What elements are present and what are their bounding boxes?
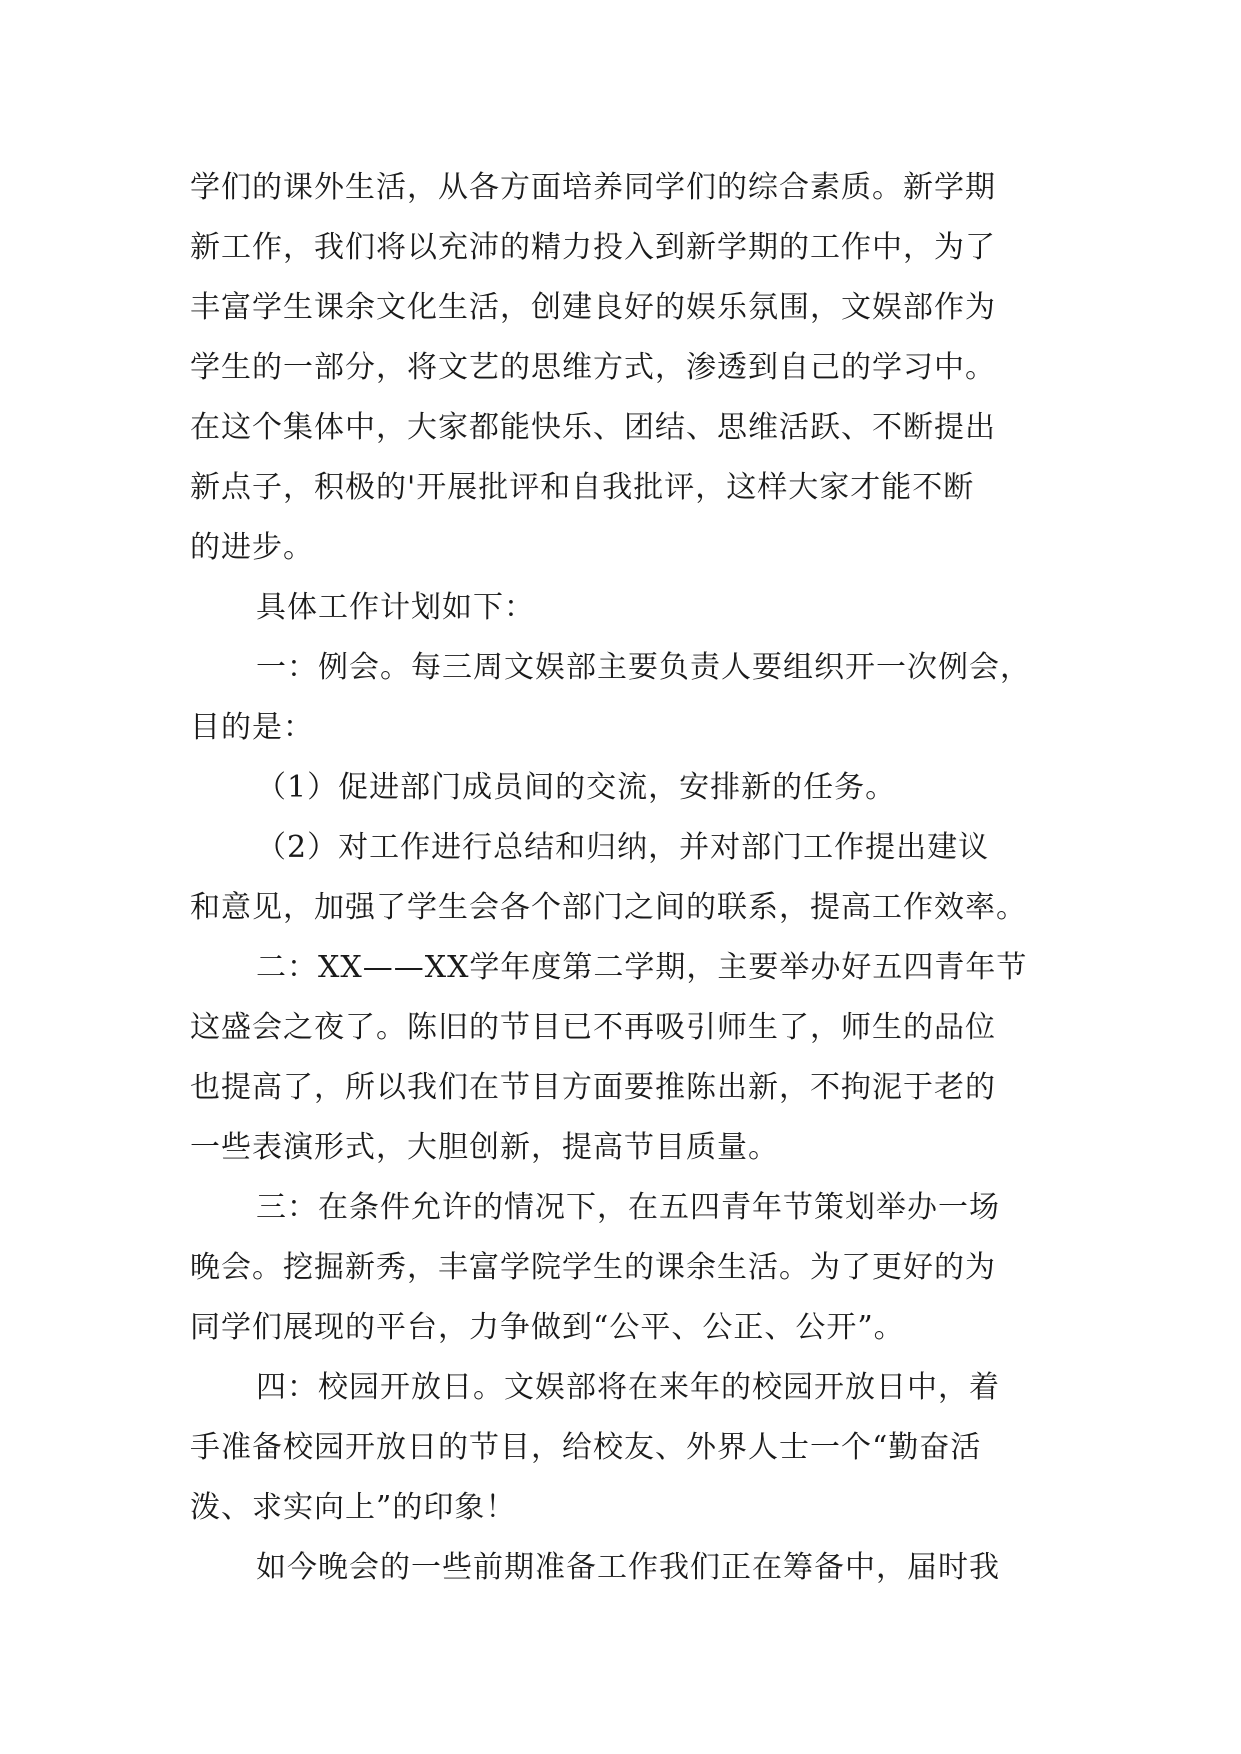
- text-line: 如今晚会的一些前期准备工作我们正在筹备中，届时我: [256, 1550, 1000, 1585]
- text-line: 这盛会之夜了。陈旧的节目已不再吸引师生了，师生的品位: [190, 1010, 996, 1045]
- text-line: 也提高了，所以我们在节目方面要推陈出新，不拘泥于老的: [190, 1070, 996, 1105]
- text-line: 在这个集体中，大家都能快乐、团结、思维活跃、不断提出: [190, 410, 996, 445]
- text-line: 一：例会。每三周文娱部主要负责人要组织开一次例会，: [256, 650, 1031, 685]
- text-line: 晚会。挖掘新秀，丰富学院学生的课余生活。为了更好的为: [190, 1250, 996, 1285]
- text-line: 新工作，我们将以充沛的精力投入到新学期的工作中，为了: [190, 230, 996, 265]
- text-line: 二：XX——XX学年度第二学期，主要举办好五四青年节: [256, 950, 1028, 985]
- text-line: 目的是：: [190, 710, 314, 745]
- text-line: 一些表演形式，大胆创新，提高节目质量。: [190, 1130, 779, 1165]
- text-line: 具体工作计划如下：: [256, 590, 535, 625]
- text-line: （1）促进部门成员间的交流，安排新的任务。: [256, 770, 897, 805]
- text-line: 新点子，积极的'开展批评和自我批评，这样大家才能不断: [190, 470, 975, 505]
- text-line: 学们的课外生活，从各方面培养同学们的综合素质。新学期: [190, 170, 996, 205]
- document-body: [190, 158, 1070, 1598]
- text-line: 和意见，加强了学生会各个部门之间的联系，提高工作效率。: [190, 890, 1027, 925]
- text-line: 四：校园开放日。文娱部将在来年的校园开放日中，着: [256, 1370, 1000, 1405]
- text-line: 同学们展现的平台，力争做到“公平、公正、公开”。: [190, 1310, 905, 1345]
- text-line: 手准备校园开放日的节目，给校友、外界人士一个“勤奋活: [190, 1430, 982, 1465]
- text-line: 三：在条件允许的情况下，在五四青年节策划举办一场: [256, 1190, 1000, 1225]
- text-line: 泼、求实向上”的印象！: [190, 1490, 517, 1525]
- text-line: 的进步。: [190, 530, 314, 565]
- text-line: 丰富学生课余文化生活，创建良好的娱乐氛围，文娱部作为: [190, 290, 996, 325]
- text-line: （2）对工作进行总结和归纳，并对部门工作提出建议: [256, 830, 990, 865]
- text-line: 学生的一部分，将文艺的思维方式，渗透到自己的学习中。: [190, 350, 996, 385]
